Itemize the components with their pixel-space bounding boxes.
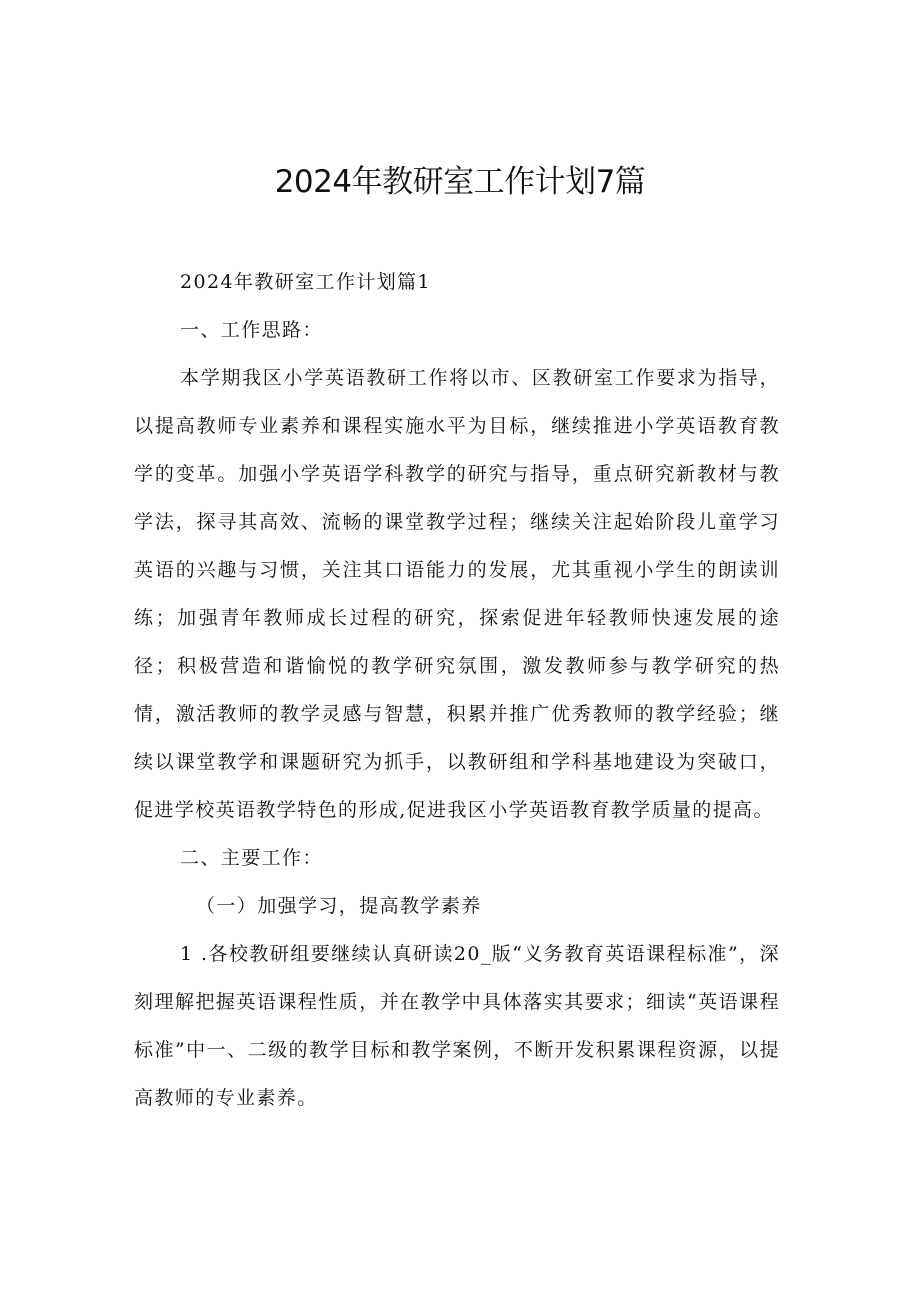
section-heading: 2024年教研室工作计划篇1 — [180, 271, 432, 293]
heading-main-work: 二、主要工作： — [180, 847, 323, 869]
paragraph-item-1: 1 .各校教研组要继续认真研读20_版“义务教育英语课程标准”，深刻理解把握英语课程性质，并在教学中具体落实其要求；细读“英语课程标准”中一、二级的教学目标和教学案例，不断开发积累课程资源，以提高教师的专业素养。 — [134, 943, 780, 1109]
heading-work-approach: 一、工作思路： — [180, 319, 323, 341]
subheading-strengthen-learning: （一）加强学习，提高教学素养 — [196, 895, 482, 917]
paragraph-work-approach: 本学期我区小学英语教研工作将以市、区教研室工作要求为指导，以提高教师专业素养和课程实施水平为目标，继续推进小学英语教育教学的变革。加强小学英语学科教学的研究与指导，重点研究新教材与教学法，探寻其高效、流畅的课堂教学过程；继续关注起始阶段儿童学习英语的兴趣与习惯，关注其口语能力的发展，尤其重视小学生的朗读训练；加强青年教师成长过程的研究，探索促进年轻教师快速发展的途径；积极营造和谐愉悦的教学研究氛围，激发教师参与教学研究的热情，激活教师的教学灵感与智慧，积累并推广优秀教师的教学经验；继续以课堂教学和课题研究为抓手，以教研组和学科基地建设为突破口，促进学校英语教学特色的形成,促进我区小学英语教育教学质量的提高。 — [134, 367, 780, 821]
document-body — [134, 258, 780, 1122]
document-title: 2024年教研室工作计划7篇 — [274, 164, 646, 200]
